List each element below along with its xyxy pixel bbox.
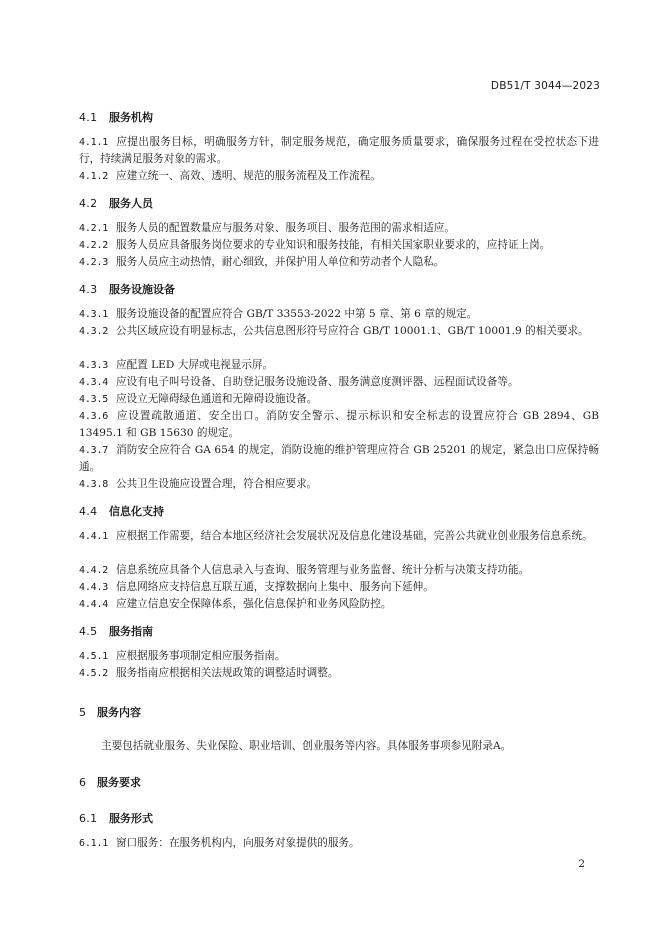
clause-number: 4.1.1 xyxy=(79,137,109,148)
clause-4-4-3 xyxy=(79,579,434,596)
clause-text: 应配置 LED 大屏或电视显示屏。 xyxy=(116,359,274,371)
clause-4-3-6 xyxy=(79,408,599,442)
clause-number: 4.2.2 xyxy=(79,240,109,251)
clause-number: 4.5.2 xyxy=(79,668,109,679)
clause-text: 应建立信息安全保障体系，强化信息保护和业务风险防控。 xyxy=(116,598,392,610)
clause-number: 4.2.1 xyxy=(79,223,109,234)
standard-code: DB51/T 3044—2023 xyxy=(490,80,600,92)
clause-number: 4.1.2 xyxy=(79,171,109,182)
section-number: 4.2 xyxy=(79,197,98,210)
chapter-number: 5 xyxy=(79,706,87,719)
clause-number: 4.3.7 xyxy=(79,445,109,456)
clause-4-4-4 xyxy=(79,596,391,613)
section-title: 服务机构 xyxy=(109,111,153,124)
clause-4-3-2 xyxy=(79,323,599,340)
clause-text: 服务人员的配置数量应与服务对象、服务项目、服务范围的需求相适应。 xyxy=(116,222,455,234)
clause-text: 应设立无障碍绿色通道和无障碍设施设备。 xyxy=(116,393,318,405)
clause-text: 应根据工作需要，结合本地区经济社会发展状况及信息化建设基础，完善公共就业创业服务信息系统。 xyxy=(116,530,593,542)
section-heading-4-5 xyxy=(79,623,153,639)
section-number: 6.1 xyxy=(79,812,98,825)
clause-number: 4.5.1 xyxy=(79,651,109,662)
clause-text: 公共卫生设施应设置合理，符合相应要求。 xyxy=(116,478,318,490)
section-title: 服务设施设备 xyxy=(109,283,175,296)
section-heading-4-1 xyxy=(79,109,153,125)
section-title: 服务形式 xyxy=(109,812,153,825)
clause-number: 4.3.3 xyxy=(79,360,109,371)
clause-number: 4.4.2 xyxy=(79,565,109,576)
clause-number: 4.3.5 xyxy=(79,394,109,405)
section-heading-4-4 xyxy=(79,503,164,519)
clause-4-3-3 xyxy=(79,357,273,374)
clause-text: 应建立统一、高效、透明、规范的服务流程及工作流程。 xyxy=(116,170,381,182)
section-number: 4.3 xyxy=(79,283,98,296)
clause-text: 公共区域应设有明显标志，公共信息图形符号应符合 GB/T 10001.1、GB/T 10001.9 的相关要求。 xyxy=(116,325,589,337)
clause-4-3-4 xyxy=(79,374,519,391)
page-number: 2 xyxy=(578,858,585,870)
clause-4-3-7 xyxy=(79,442,599,476)
section-title: 服务人员 xyxy=(109,197,153,210)
chapter-title: 服务要求 xyxy=(97,776,141,789)
clause-number: 4.3.6 xyxy=(79,411,109,422)
clause-text: 服务人员应具备服务岗位要求的专业知识和服务技能，有相关国家职业要求的，应持证上岗。 xyxy=(116,239,551,251)
clause-text: 应设有电子叫号设备、自助登记服务设施设备、服务满意度测评器、远程面试设备等。 xyxy=(116,376,519,388)
chapter-heading-5 xyxy=(79,704,141,720)
clause-text: 信息网络应支持信息互联互通，支撑数据向上集中、服务向下延伸。 xyxy=(116,581,434,593)
clause-number: 4.3.2 xyxy=(79,326,109,337)
clause-4-2-2 xyxy=(79,237,550,254)
clause-number: 6.1.1 xyxy=(79,838,109,849)
clause-4-3-8 xyxy=(79,476,317,493)
chapter-title: 服务内容 xyxy=(97,706,141,719)
section-heading-4-3 xyxy=(79,281,175,297)
section-number: 4.4 xyxy=(79,505,98,518)
clause-number: 4.3.1 xyxy=(79,309,109,320)
clause-number: 4.3.8 xyxy=(79,479,109,490)
clause-text: 服务人员应主动热情，耐心细致，并保护用人单位和劳动者个人隐私。 xyxy=(116,256,445,268)
section-title: 服务指南 xyxy=(109,625,153,638)
clause-number: 4.3.4 xyxy=(79,377,109,388)
clause-number: 4.4.3 xyxy=(79,582,109,593)
chapter-number: 6 xyxy=(79,776,87,789)
section-number: 4.1 xyxy=(79,111,98,124)
clause-text: 服务指南应根据相关法规政策的调整适时调整。 xyxy=(116,667,339,679)
clause-number: 4.4.4 xyxy=(79,599,109,610)
clause-text: 信息系统应具备个人信息录入与查询、服务管理与业务监督、统计分析与决策支持功能。 xyxy=(116,564,530,576)
clause-6-1-1 xyxy=(79,835,360,852)
clause-number: 4.4.1 xyxy=(79,531,109,542)
clause-4-2-1 xyxy=(79,220,455,237)
section-heading-6-1 xyxy=(79,810,153,826)
clause-4-3-1 xyxy=(79,306,477,323)
clause-text: 服务设施设备的配置应符合 GB/T 33553-2022 中第 5 章、第 6 章的规定。 xyxy=(116,308,478,320)
section-heading-4-2 xyxy=(79,195,153,211)
clause-text: 窗口服务：在服务机构内，向服务对象提供的服务。 xyxy=(116,837,360,849)
clause-4-1-2 xyxy=(79,168,381,185)
chapter-heading-6 xyxy=(79,774,141,790)
clause-text: 应设置疏散通道、安全出口。消防安全警示、提示标识和安全标志的设置应符合 GB 2894、GB 13495.1 和 GB 15630 的规定。 xyxy=(79,410,599,439)
clause-4-5-1 xyxy=(79,648,286,665)
clause-4-4-1 xyxy=(79,528,599,545)
clause-4-4-2 xyxy=(79,562,529,579)
clause-4-1-1 xyxy=(79,134,599,168)
section-title: 信息化支持 xyxy=(109,505,164,518)
clause-4-2-3 xyxy=(79,254,444,271)
clause-text: 应提出服务目标，明确服务方针，制定服务规范，确定服务质量要求，确保服务过程在受控状态下进行，持续满足服务对象的需求。 xyxy=(79,136,599,165)
clause-text: 消防安全应符合 GA 654 的规定，消防设施的维护管理应符合 GB 25201 的规定，紧急出口应保持畅通。 xyxy=(79,444,599,473)
chapter-5-paragraph: 主要包括就业服务、失业保险、职业培训、创业服务等内容。具体服务事项参见附录A。 xyxy=(101,740,512,752)
clause-4-3-5 xyxy=(79,391,317,408)
clause-number: 4.2.3 xyxy=(79,257,109,268)
section-number: 4.5 xyxy=(79,625,98,638)
clause-4-5-2 xyxy=(79,665,338,682)
clause-text: 应根据服务事项制定相应服务指南。 xyxy=(116,650,286,662)
